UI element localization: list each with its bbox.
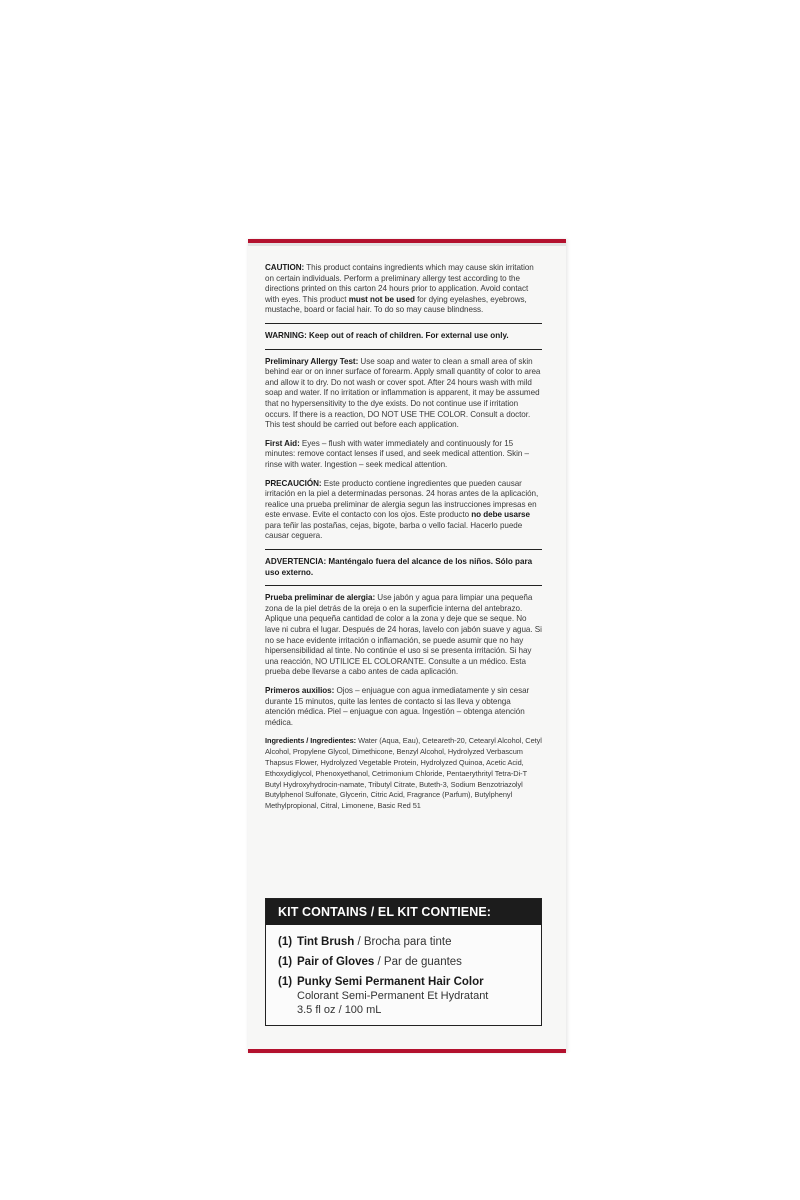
kit-item — [278, 955, 541, 969]
kit-item-es: / Brocha para tinte — [354, 936, 452, 948]
divider — [265, 549, 542, 550]
first-aid-text: Eyes – flush with water immediately and continuously for 15 minutes: remove contact lenses if used, and seek medical attention. Skin – rinse with water. Ingestion – seek medical attention. — [265, 438, 529, 469]
divider — [265, 585, 542, 586]
caution-paragraph — [265, 263, 542, 316]
caution-lead: CAUTION: — [265, 263, 305, 272]
caution-text: This product contains ingredients which may cause skin irritation on certain individuals. Perform a preliminary allergy test according to the directions printed on this carton 24 hours prior to application. Avoid contact with eyes. This product — [265, 263, 534, 304]
ingredients-lead: Ingredients / Ingredientes: — [265, 736, 357, 746]
ingredients-text: Water (Aqua, Eau), Ceteareth-20, Cetearyl Alcohol, Cetyl Alcohol, Propylene Glycol, Dimethicone, Benzyl Alcohol, Hydrolyzed Verbascum Thapsus Flower, Hydrolyzed Vegetable Protein, Hydrolyzed Quinoa, Acetic Acid, Ethoxydiglycol, Phenoxyethanol, Cetrimonium Chloride, Pentaerythrityl Tetra-Di-T Butyl Hydroxyhydrocin-namate, Tributyl Citrate, Buteth-3, Sodium Benzotriazolyl Butylphenol Sulfonate, Glycerin, Citric Acid, Fragrance (Parfum), Butylphenyl Methylpropional, Citral, Limonene, Basic Red 51 — [265, 736, 542, 811]
ingredients-paragraph — [265, 736, 542, 812]
product-box-side-panel — [248, 239, 566, 1053]
primeros-auxilios-paragraph — [265, 686, 542, 728]
kit-item-volume: 3.5 fl oz / 100 mL — [297, 1004, 382, 1016]
kit-contents-box — [265, 898, 542, 1026]
prueba-lead: Prueba preliminar de alergia: — [265, 593, 376, 603]
kit-item-en: Tint Brush — [297, 936, 355, 948]
kit-item-es: / Par de guantes — [374, 956, 462, 968]
prueba-paragraph — [265, 593, 542, 678]
divider — [265, 349, 542, 350]
kit-list — [266, 925, 541, 1017]
precaucion-bold: no debe usarse — [471, 510, 530, 520]
label-text-block — [265, 263, 542, 812]
primeros-text: Ojos – enjuague con agua inmediatamente y sin cesar durante 15 minutos, quite las lentes de contacto si las lleva y obtenga atención médica. Piel – enjuague con agua. Ingestión – obtenga atención médica. — [265, 686, 530, 727]
kit-item-qty: (1) — [278, 976, 293, 988]
kit-item — [278, 935, 541, 949]
divider — [265, 323, 542, 324]
allergy-test-paragraph — [265, 357, 542, 431]
precaucion-lead: PRECAUCIÓN: — [265, 478, 322, 488]
kit-item-en: Punky Semi Permanent Hair Color — [297, 976, 484, 988]
primeros-lead: Primeros auxilios: — [265, 686, 335, 695]
warning-line: WARNING: Keep out of reach of children. For external use only. — [265, 330, 509, 340]
prueba-text: Use jabón y agua para limpiar una pequeña zona de la piel detrás de la oreja o en la superficie interna del antebrazo. Aplique una pequeña cantidad de color a la zona y deje que se seque. No lave ni cubra el lugar. Después de 24 horas, lavelo con jabón suave y agua. Si no se hace evidente irritación o inflamación, se puede asumir que no hay hipersensibilidad al tinte. No continúe el uso si se presenta irritación. Si hay una reacción, NO UTILICE EL COLORANTE. Consulte a un médico. Esta prueba debe llevarse a cabo antes de cada aplicación. — [265, 593, 542, 677]
advertencia-line: ADVERTENCIA: Manténgalo fuera del alcance de los niños. Sólo para uso externo. — [265, 557, 533, 577]
precaucion-paragraph — [265, 479, 542, 543]
kit-item-qty: (1) — [278, 936, 293, 948]
kit-item — [278, 975, 541, 989]
caution-text-end: for dying eyelashes, eyebrows, mustache, board or facial hair. To do so may cause blindness. — [265, 294, 527, 315]
precaucion-text: Este producto contiene ingredientes que pueden causar irritación en la piel a determinadas personas. 24 horas antes de la aplicación, realice una prueba preliminar de alergia segun las instrucciones impresas en este envase. Evite el contacto con los ojos. Este producto — [265, 478, 539, 520]
kit-item-subtitle: Colorant Semi-Permanent Et Hydratant — [297, 990, 489, 1002]
allergy-test-lead: Preliminary Allergy Test: — [265, 356, 359, 366]
kit-item-qty: (1) — [278, 956, 293, 968]
precaucion-text-end: para teñir las postañas, cejas, bigote, barba o vello facial. Hacerlo puede causar ceguera. — [265, 520, 523, 541]
kit-item-en: Pair of Gloves — [297, 956, 375, 968]
allergy-test-text: Use soap and water to clean a small area of skin behind ear or on inner surface of forearm. Apply small quantity of color to area and allow it to dry. Do not wash or cover spot. After 24 hours wash with mild soap and water. If no irritation or inflammation is apparent, it may be assumed that no hypersensitivity to the dye exists. Do not continue use if irritation occurs. If there is a reaction, DO NOT USE THE COLOR. Consult a doctor. This test should be carried out before each application. — [265, 356, 541, 430]
first-aid-lead: First Aid: — [265, 438, 300, 448]
first-aid-paragraph — [265, 439, 542, 471]
kit-header: KIT CONTAINS / EL KIT CONTIENE: — [266, 899, 541, 925]
caution-bold: must not be used — [348, 294, 415, 304]
